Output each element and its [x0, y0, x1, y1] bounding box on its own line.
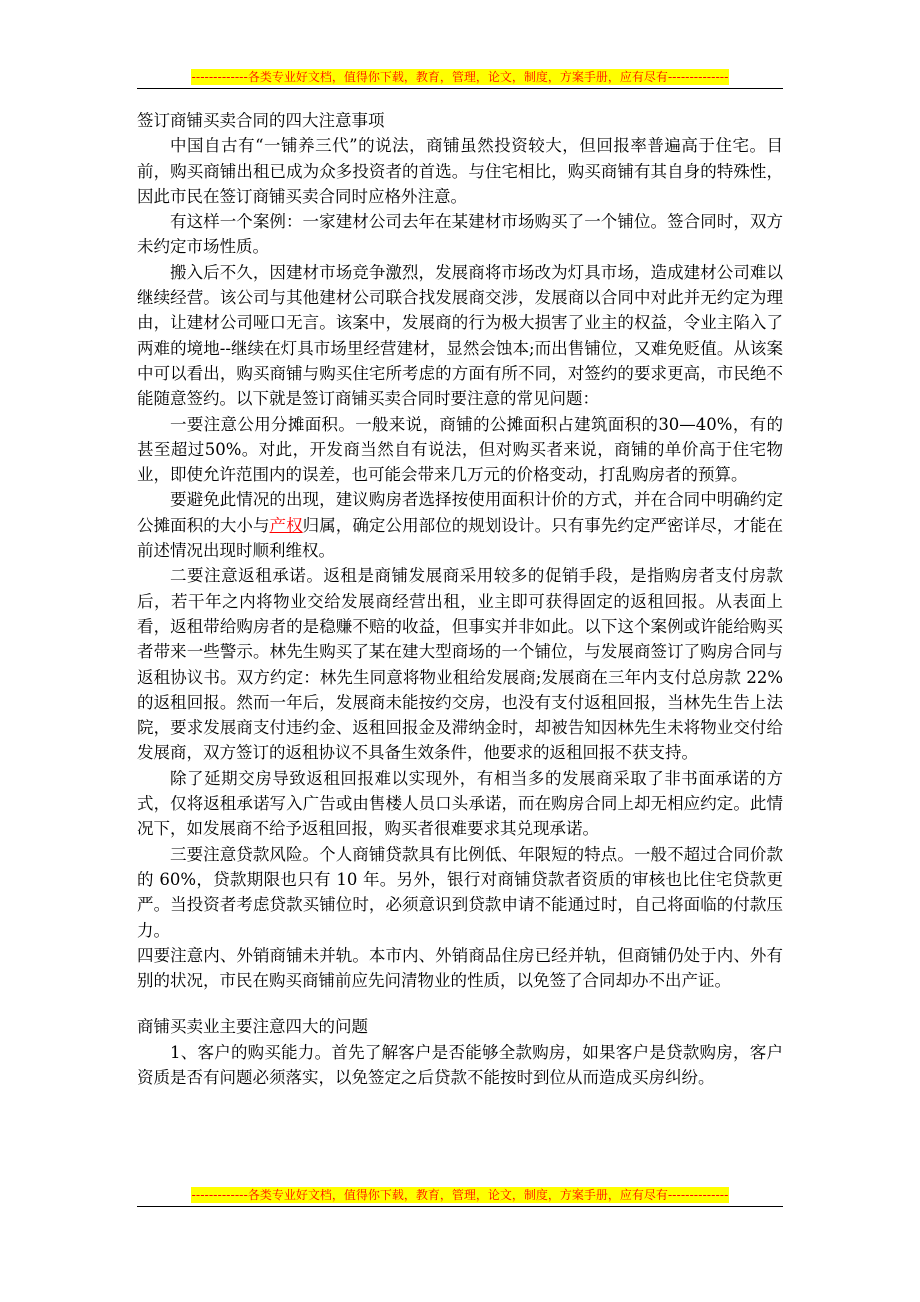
paragraph-point-one: 一要注意公用分摊面积。一般来说，商铺的公摊面积占建筑面积的30—40%，有的甚至超过50%。对此，开发商当然自有说法，但对购买者来说，商铺的单价高于住宅物业，即使允许范围内的误差，也可能会带来几万元的价格变动，打乱购房者的预算。: [137, 414, 783, 485]
header-rule: [137, 88, 783, 89]
section-subtitle: 商铺买卖业主要注意四大的问题: [137, 1017, 368, 1037]
paragraph-intro: 中国自古有“一铺养三代”的说法，商铺虽然投资较大，但回报率普遍高于住宅。目前，购买商铺出租已成为众多投资者的首选。与住宅相比，购买商铺有其自身的特殊性，因此市民在签订商铺买卖合同时应格外注意。: [137, 136, 783, 206]
paragraph-text: 要避免此情况的出现，建议购房者选择按使用面积计价的方式，并在合同中明确约定公摊面积的大小与: [137, 490, 783, 535]
document-title: 签订商铺买卖合同的四大注意事项: [137, 111, 385, 130]
footer-rule: [137, 1206, 783, 1207]
paragraph-point-two: 二要注意返租承诺。返租是商铺发展商采用较多的促销手段，是指购房者支付房款后，若干年之内将物业交给发展商经营出租，业主即可获得固定的返租回报。从表面上看，返租带给购房者的是稳赚不赔的收益，但事实并非如此。以下这个案例或许能给购买者带来一些警示。林先生购买了某在建大型商场的一个铺位，与发展商签订了购房合同与返租协议书。双方约定：林先生同意将物业租给发展商;发展商在三年内支付总房款 22%的返租回报。然而一年后，发展商未能按约交房，也没有支付返租回报，当林先生告上法院，要求发展商支付违约金、返租回报金及滞纳金时，却被告知因林先生未将物业交付给发展商，双方签订的返租协议不具备生效条件，他要求的返租回报不获支持。: [137, 566, 783, 763]
footer-banner-text: -------------各类专业好文档，值得你下载，教育，管理，论文，制度，方案手册，应有尽有--------------: [191, 1188, 729, 1202]
paragraph-customer-ability: 1、客户的购买能力。首先了解客户是否能够全款购房，如果客户是贷款购房，客户资质是否有问题必须落实，以免签定之后贷款不能按时到位从而造成买房纠纷。: [137, 1042, 783, 1087]
document-body: [137, 108, 783, 1090]
paragraph-case: 有这样一个案例：一家建材公司去年在某建材市场购买了一个铺位。签合同时，双方未约定市场性质。: [137, 212, 783, 257]
paragraph-case-detail: 搬入后不久，因建材市场竞争激烈，发展商将市场改为灯具市场，造成建材公司难以继续经营。该公司与其他建材公司联合找发展商交涉，发展商以合同中对此并无约定为理由，让建材公司哑口无言。该案中，发展商的行为极大损害了业主的权益，令业主陷入了两难的境地--继续在灯具市场里经营建材，显然会蚀本;而出售铺位，又难免贬值。从该案中可以看出，购买商铺与购买住宅所考虑的方面有所不同，对签约的要求更高，市民绝不能随意签约。以下就是签订商铺买卖合同时要注意的常见问题：: [137, 262, 783, 409]
paragraph-point-one-advice: [137, 487, 783, 563]
paragraph-point-four: 四要注意内、外销商铺未并轨。本市内、外销商品住房已经并轨，但商铺仍处于内、外有别的状况，市民在购买商铺前应先问清物业的性质，以免签了合同却办不出产证。: [137, 945, 783, 991]
property-rights-link[interactable]: 产权: [269, 515, 303, 535]
header-banner: [0, 66, 920, 85]
header-banner-text: -------------各类专业好文档，值得你下载，教育，管理，论文，制度，方案手册，应有尽有--------------: [191, 70, 729, 84]
paragraph-text: 归属，确定公用部位的规划设计。只有事先约定严密详尽，才能在前述情况出现时顺利维权。: [137, 515, 784, 561]
paragraph-point-three: 三要注意贷款风险。个人商铺贷款具有比例低、年限短的特点。一般不超过合同价款的 60%，贷款期限也只有 10 年。另外，银行对商铺贷款者资质的审核也比住宅贷款更严。当投资者考虑贷款买铺位时，必须意识到贷款申请不能通过时，自己将面临的付款压力。: [137, 844, 783, 940]
footer-banner: [0, 1184, 920, 1203]
paragraph-point-two-extra: 除了延期交房导致返租回报难以实现外，有相当多的发展商采取了非书面承诺的方式，仅将返租承诺写入广告或由售楼人员口头承诺，而在购房合同上却无相应约定。此情况下，如发展商不给予返租回报，购买者很难要求其兑现承诺。: [137, 768, 783, 839]
